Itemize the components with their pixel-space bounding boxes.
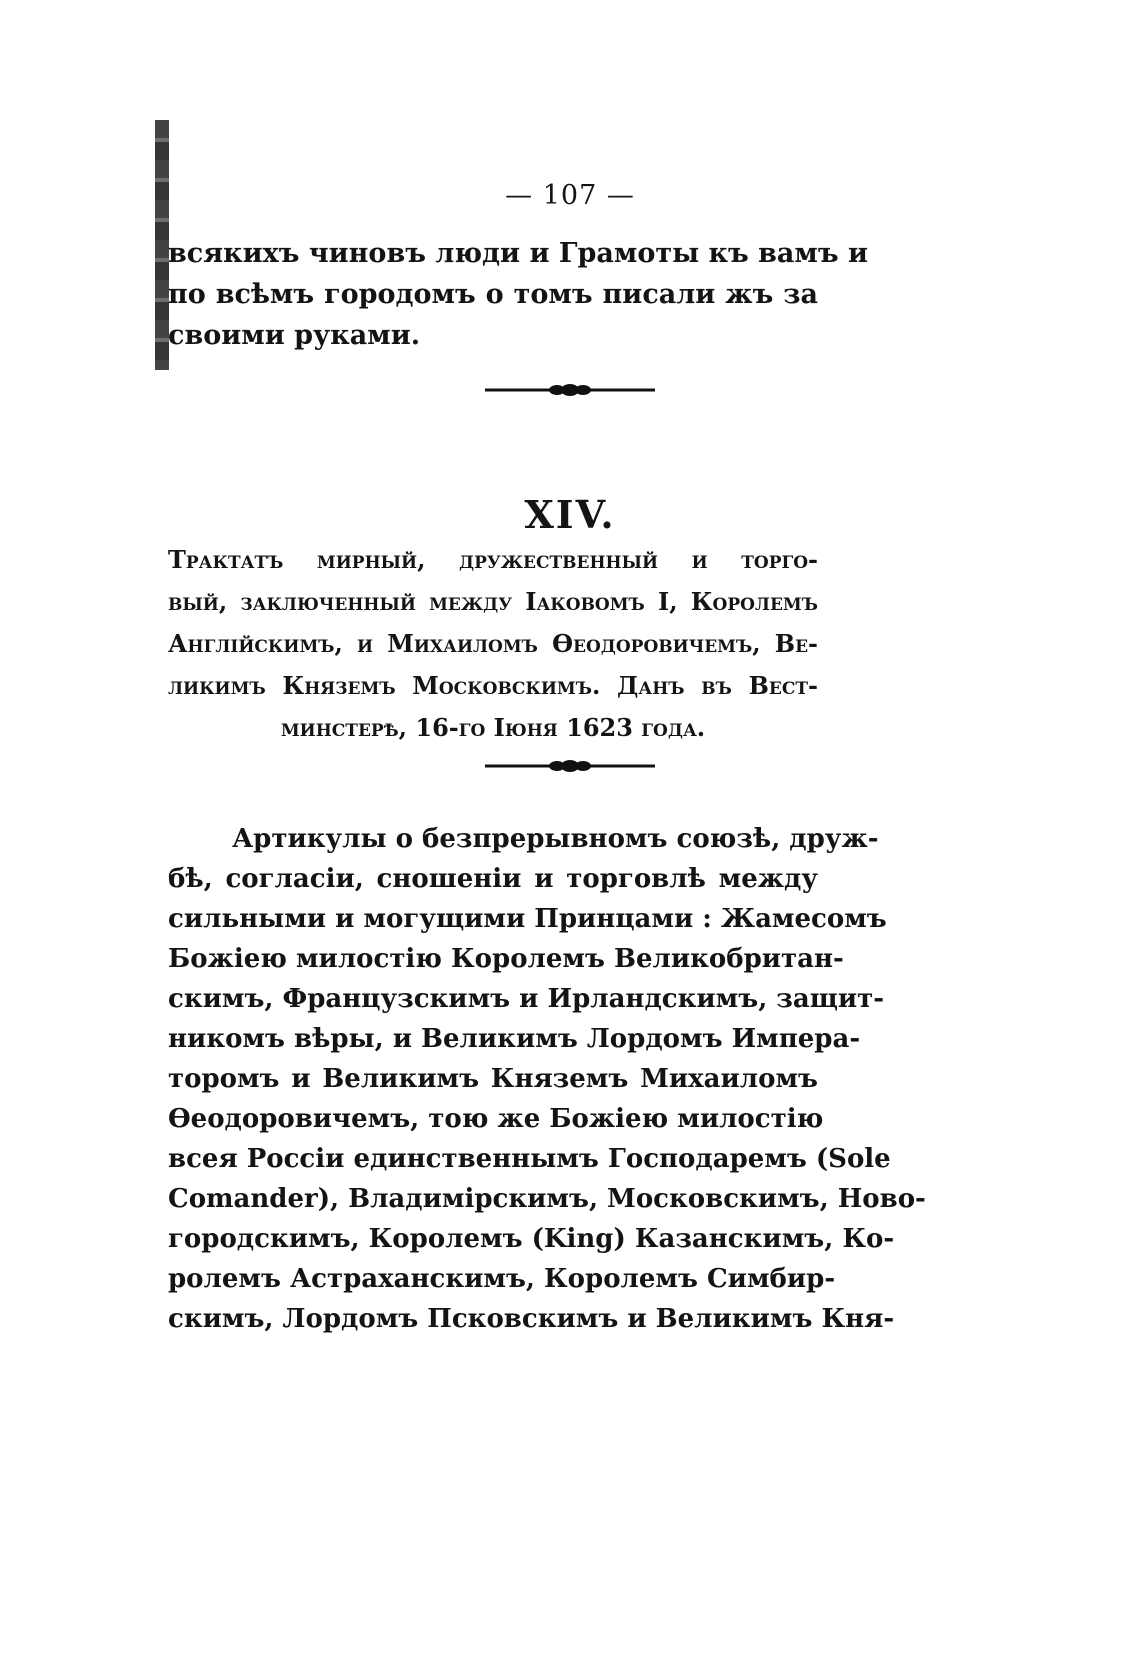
section-title-line: минстерѣ, 16-го Іюня 1623 года.: [280, 713, 706, 742]
continuation-line: всякихъ чиновъ люди и Грамоты къ вамъ и: [168, 238, 869, 269]
divider-ornament-icon: [485, 758, 655, 774]
body-text-line: скимъ, Французскимъ и Ирландскимъ, защит-: [168, 984, 885, 1014]
body-text-line: Божіею милостію Королемъ Великобритан-: [168, 944, 844, 974]
body-text-line: торомъ и Великимъ Княземъ Михаиломъ: [168, 1064, 818, 1094]
section-title-line: вый, заключенный между Іаковомъ I, Королемъ: [168, 587, 818, 616]
body-text-line: бѣ, согласіи, сношеніи и торговлѣ между: [168, 864, 818, 894]
body-text-line: Артикулы о безпрерывномъ союзѣ, друж-: [232, 824, 879, 854]
continuation-line: по всѣмъ городомъ о томъ писали жъ за: [168, 279, 818, 310]
section-title-line: Англійскимъ, и Михаиломъ Ѳеодоровичемъ, Ве-: [168, 629, 818, 658]
section-number: XIV.: [524, 492, 616, 537]
ornamental-divider-top: [0, 382, 1140, 402]
binding-edge-shadow: [155, 120, 169, 370]
page-number: — 107 —: [505, 180, 635, 211]
body-text-line: ролемъ Астраханскимъ, Королемъ Симбир-: [168, 1264, 836, 1294]
continuation-line: своими руками.: [168, 320, 421, 351]
divider-ornament-icon: [485, 382, 655, 398]
body-text-line: сильными и могущими Принцами : Жамесомъ: [168, 904, 887, 934]
body-text-line: скимъ, Лордомъ Псковскимъ и Великимъ Кня-: [168, 1304, 895, 1334]
ornamental-divider-bottom: [0, 758, 1140, 778]
section-title-line: ликимъ Княземъ Московскимъ. Данъ въ Вест-: [168, 671, 818, 700]
body-text-line: всея Россіи единственнымъ Господаремъ (Sole: [168, 1144, 891, 1174]
section-title-line: Трактатъ мирный, дружественный и торго-: [168, 545, 818, 574]
body-text-line: никомъ вѣры, и Великимъ Лордомъ Импера-: [168, 1024, 861, 1054]
body-text-line: городскимъ, Королемъ (King) Казанскимъ, Ко-: [168, 1224, 895, 1254]
body-text-line: Ѳеодоровичемъ, тою же Божіею милостію: [168, 1104, 824, 1134]
body-text-line: Comander), Владимірскимъ, Московскимъ, Ново-: [168, 1184, 926, 1214]
